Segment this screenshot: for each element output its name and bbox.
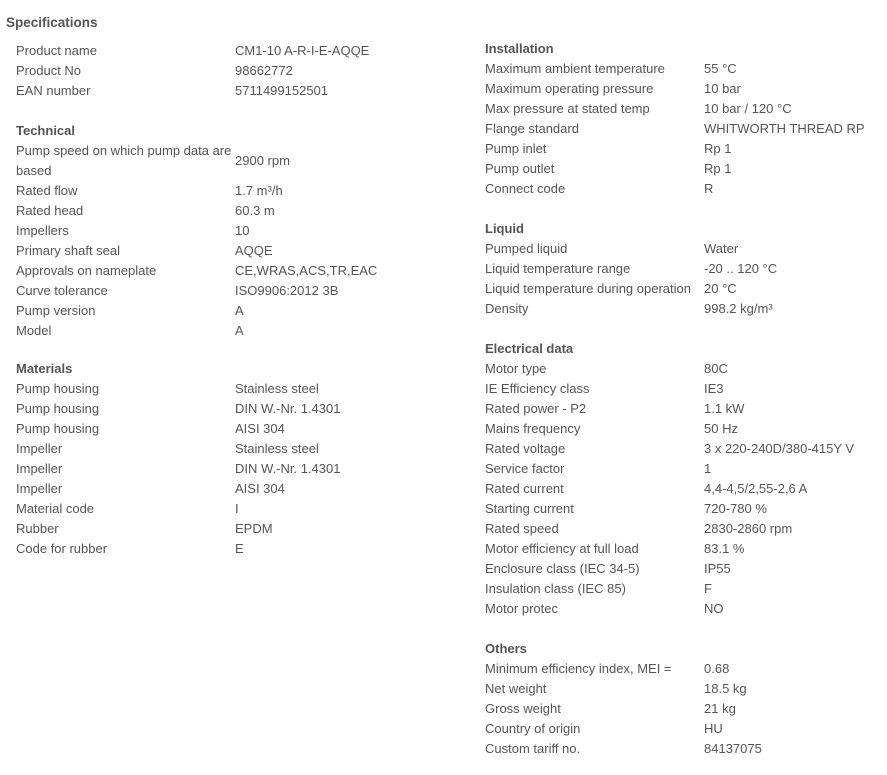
spec-row	[485, 479, 885, 499]
section-title-technical: Technical	[16, 123, 76, 138]
spec-label: Minimum efficiency index, MEI =	[485, 661, 672, 676]
spec-value: NO	[704, 601, 724, 616]
spec-label: Primary shaft seal	[16, 243, 121, 258]
spec-row	[16, 301, 456, 321]
spec-value: A	[235, 303, 244, 318]
spec-label: Material code	[16, 501, 95, 516]
spec-row	[16, 241, 456, 261]
spec-label: IE Efficiency class	[485, 381, 590, 396]
materials-section	[16, 359, 456, 559]
spec-value: 1.1 kW	[704, 401, 745, 416]
spec-value: Water	[704, 241, 739, 256]
spec-value: 5711499152501	[235, 83, 329, 98]
spec-row	[485, 239, 885, 259]
spec-value: 18.5 kg	[704, 681, 747, 696]
general-section	[16, 41, 456, 101]
spec-value: 1	[704, 461, 712, 476]
spec-label: Motor protec	[485, 601, 558, 616]
spec-label: Code for rubber	[16, 541, 108, 556]
spec-label: Rated speed	[485, 521, 559, 536]
section-title-installation: Installation	[485, 41, 554, 56]
spec-value: WHITWORTH THREAD RP	[704, 121, 865, 136]
spec-label: Rubber	[16, 521, 59, 536]
spec-label: Pump housing	[16, 401, 100, 416]
spec-row	[485, 359, 885, 379]
spec-row	[485, 179, 885, 199]
spec-label: Pump inlet	[485, 141, 547, 156]
spec-row	[16, 281, 456, 301]
spec-value: 50 Hz	[704, 421, 738, 436]
spec-row	[485, 459, 885, 479]
spec-label: Rated current	[485, 481, 564, 496]
spec-label: Impeller	[16, 481, 63, 496]
spec-row-product-no	[16, 61, 456, 81]
spec-label: Enclosure class (IEC 34-5)	[485, 561, 640, 576]
spec-row	[16, 419, 456, 439]
spec-label: Pump housing	[16, 381, 100, 396]
electrical-section	[485, 339, 885, 619]
spec-row	[485, 579, 885, 599]
spec-row	[485, 659, 885, 679]
spec-value: 55 °C	[704, 61, 737, 76]
spec-label: Model	[16, 323, 52, 338]
section-title-others: Others	[485, 641, 527, 656]
spec-row	[16, 399, 456, 419]
spec-row	[485, 599, 885, 619]
spec-label: Pump housing	[16, 421, 100, 436]
installation-section	[485, 39, 885, 199]
spec-value: 20 °C	[704, 281, 737, 296]
spec-row	[485, 399, 885, 419]
spec-row	[485, 259, 885, 279]
spec-value: 3 x 220-240D/380-415Y V	[704, 441, 855, 456]
spec-row	[16, 519, 456, 539]
spec-value: -20 .. 120 °C	[704, 261, 778, 276]
technical-section	[16, 121, 456, 341]
spec-value: 2830-2860 rpm	[704, 521, 793, 536]
spec-label: Starting current	[485, 501, 574, 516]
spec-value: 60.3 m	[235, 203, 275, 218]
spec-value: 4,4-4,5/2,55-2,6 A	[704, 481, 808, 496]
spec-row	[16, 201, 456, 221]
spec-value: F	[704, 581, 712, 596]
spec-row	[485, 59, 885, 79]
spec-label: Rated voltage	[485, 441, 566, 456]
spec-value: 2900 rpm	[235, 153, 290, 168]
spec-label: Pump outlet	[485, 161, 555, 176]
spec-label: Product No	[16, 63, 82, 78]
spec-value: ISO9906:2012 3B	[235, 283, 339, 298]
spec-row	[485, 439, 885, 459]
spec-value: 1.7 m³/h	[235, 183, 283, 198]
spec-row	[485, 699, 885, 719]
spec-row	[485, 739, 885, 759]
spec-row	[485, 719, 885, 739]
spec-label: Pump speed on which pump data are based	[16, 143, 232, 178]
spec-value: R	[704, 181, 714, 196]
spec-row	[16, 499, 456, 519]
spec-label: Curve tolerance	[16, 283, 108, 298]
spec-row	[16, 439, 456, 459]
spec-value: 10 bar	[704, 81, 741, 96]
section-title-materials: Materials	[16, 361, 73, 376]
spec-value: EPDM	[235, 521, 273, 536]
spec-label: EAN number	[16, 83, 91, 98]
spec-row	[16, 321, 456, 341]
spec-value: DIN W.-Nr. 1.4301	[235, 401, 341, 416]
spec-label: Motor type	[485, 361, 547, 376]
spec-row	[485, 519, 885, 539]
spec-value: 80C	[704, 361, 728, 376]
spec-label: Service factor	[485, 461, 565, 476]
spec-label: Flange standard	[485, 121, 579, 136]
spec-value: 21 kg	[704, 701, 736, 716]
spec-value: Stainless steel	[235, 441, 319, 456]
spec-value: HU	[704, 721, 723, 736]
spec-label: Maximum ambient temperature	[485, 61, 665, 76]
spec-value: E	[235, 541, 244, 556]
spec-label: Insulation class (IEC 85)	[485, 581, 626, 596]
spec-value: AQQE	[235, 243, 273, 258]
spec-row	[16, 379, 456, 399]
spec-label: Rated flow	[16, 183, 78, 198]
liquid-section	[485, 219, 885, 319]
spec-row	[485, 99, 885, 119]
spec-label: Custom tariff no.	[485, 741, 581, 756]
spec-row	[16, 141, 456, 181]
spec-value: 0.68	[704, 661, 730, 676]
spec-label: Pump version	[16, 303, 96, 318]
spec-row	[485, 119, 885, 139]
spec-row	[16, 459, 456, 479]
spec-value: Stainless steel	[235, 381, 319, 396]
spec-label: Liquid temperature during operation	[485, 281, 691, 296]
spec-value: Rp 1	[704, 141, 732, 156]
spec-label: Motor efficiency at full load	[485, 541, 639, 556]
spec-label: Maximum operating pressure	[485, 81, 654, 96]
spec-row	[485, 139, 885, 159]
spec-label: Rated power - P2	[485, 401, 587, 416]
spec-row	[485, 559, 885, 579]
spec-label: Pumped liquid	[485, 241, 568, 256]
spec-label: Density	[485, 301, 529, 316]
spec-value: 98662772	[235, 63, 293, 78]
spec-value: IE3	[704, 381, 724, 396]
spec-row	[485, 539, 885, 559]
spec-label: Gross weight	[485, 701, 561, 716]
spec-label: Rated head	[16, 203, 84, 218]
spec-value: DIN W.-Nr. 1.4301	[235, 461, 341, 476]
spec-label: Liquid temperature range	[485, 261, 631, 276]
spec-value: 84137075	[704, 741, 762, 756]
section-title-liquid: Liquid	[485, 221, 524, 236]
spec-label: Impeller	[16, 461, 63, 476]
spec-row	[485, 279, 885, 299]
spec-value: CM1-10 A-R-I-E-AQQE	[235, 43, 370, 58]
spec-row	[16, 221, 456, 241]
spec-row	[485, 159, 885, 179]
spec-row	[16, 261, 456, 281]
spec-row	[16, 539, 456, 559]
spec-value: CE,WRAS,ACS,TR,EAC	[235, 263, 378, 278]
spec-label: Impellers	[16, 223, 69, 238]
spec-value: 10 bar / 120 °C	[704, 101, 792, 116]
spec-label: Max pressure at stated temp	[485, 101, 650, 116]
spec-value: AISI 304	[235, 481, 285, 496]
spec-row	[485, 79, 885, 99]
spec-row	[485, 499, 885, 519]
spec-value: 998.2 kg/m³	[704, 301, 773, 316]
spec-value: 83.1 %	[704, 541, 745, 556]
others-section	[485, 639, 885, 759]
page-title: Specifications	[6, 15, 98, 30]
spec-label: Impeller	[16, 441, 63, 456]
spec-row	[16, 181, 456, 201]
spec-value: 720-780 %	[704, 501, 767, 516]
spec-label: Approvals on nameplate	[16, 263, 157, 278]
spec-row	[485, 299, 885, 319]
spec-label: Country of origin	[485, 721, 581, 736]
spec-value: A	[235, 323, 244, 338]
spec-row-product-name	[16, 41, 456, 61]
spec-label: Mains frequency	[485, 421, 581, 436]
spec-label: Product name	[16, 43, 97, 58]
spec-value: I	[235, 501, 239, 516]
spec-row-ean	[16, 81, 456, 101]
section-title-electrical: Electrical data	[485, 341, 574, 356]
spec-row	[485, 379, 885, 399]
spec-value: AISI 304	[235, 421, 285, 436]
spec-row	[16, 479, 456, 499]
spec-value: Rp 1	[704, 161, 732, 176]
spec-label: Net weight	[485, 681, 547, 696]
spec-value: IP55	[704, 561, 731, 576]
spec-row	[485, 679, 885, 699]
spec-value: 10	[235, 223, 250, 238]
spec-row	[485, 419, 885, 439]
spec-label: Connect code	[485, 181, 566, 196]
